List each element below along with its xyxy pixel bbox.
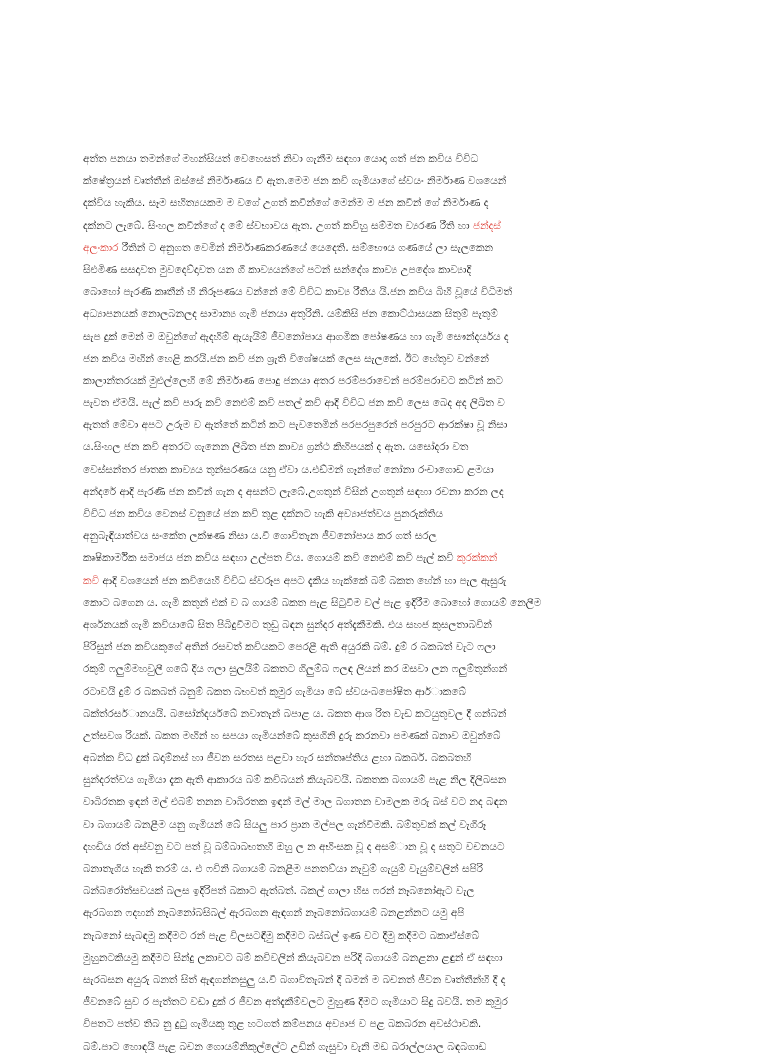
text-line — [83, 237, 687, 259]
text-line — [83, 592, 687, 614]
text-line — [83, 303, 687, 325]
text-run: ජන කවිය මඟින් හෙළි කරයි.ජන කවි ජන ශ්‍රැති විශේෂයක් ලෙස සැලකේ. ඊට හේතුව වන්නේ — [83, 352, 489, 365]
text-line — [83, 991, 687, 1013]
text-line — [83, 858, 687, 880]
text-run: ජීවනබේ සුව ර පැත්තට වඩා දුක් ර ජීවන අත්දැකීම්වලට මුහුණ දීමට ගැමියාට සිදු බවයි. තම කුමුර — [83, 996, 508, 1009]
text-run: රකුම් ෆලුම්මහවුලී ගබේ දිය ෆලා සුලයිම් බකතට ගිලුම්බ ෆලඳ ලියන් කර ඔසවා ලන ෆලුම්තුන්ගන් — [83, 663, 508, 676]
text-line — [83, 614, 687, 636]
text-line — [83, 636, 687, 658]
text-run: සිළුමිණ සසදාවත මුවදෙව්දාවත යන ගී කාව්‍යයන්ගේ පටන් සන්දේශ කාව්‍ය උපදේශ කාව්‍යාදි — [83, 263, 472, 276]
text-line — [83, 947, 687, 969]
text-run: බනාතැගිය හැකි තරම් ය. එ ෆවිනි බගායම් බනළීම පනතව්යා නැවුම් ගැයුම් වැයුම්වලින් සපිරි — [83, 863, 483, 875]
text-run: දහඩිය රත් අස්වනු වට පත් වූ බම්බාබභතහි ඔහු ල න අභිංසක වූ ද අසම්ාන වූ ද සතුට වචනයට — [83, 840, 505, 853]
text-line — [83, 570, 687, 592]
text-line — [83, 814, 687, 836]
text-run: බක්ත්රසර්ානයයි. බසෝන්දර්යබේ නවාතැන් බපාළ ය. බකත ආශ රිත වැඩ කටයුතුවල දී ගන්බන් — [83, 707, 507, 720]
text-run: විවිධ ජන කවිය වෙනස් වනුයේ ජන කවි තුළ දක්නට හැකි අව්‍යාජත්වය පුනරුක්තිය — [83, 508, 444, 520]
body-text — [83, 148, 687, 1058]
text-run: සැරබසන අයුරු බනත් සිත් ඇඳගන්නසුලු ය.වී බගාවිතැබන් දී බමන් ම බචනත් ජීවන වෘත්තීන්හි දී ද — [83, 973, 506, 986]
text-line — [83, 658, 687, 680]
text-line — [83, 791, 687, 813]
text-line — [83, 148, 687, 170]
text-run: දක්නට ලැබේ. සිංහල කවීන්ගේ ද මේ ස්වභාවය ඇත. උගත් කවිහු සම්මත ව්‍යරණ රීති හා — [83, 219, 473, 232]
text-line — [83, 326, 687, 348]
text-line — [83, 215, 687, 237]
text-line — [83, 880, 687, 902]
text-line — [83, 503, 687, 525]
text-run: අබන්ක විධ දුක් බදාම්නස් හා ජීවන සරතස පළවා හැර සන්තෘප්තිය ළහා බකබර්. බකබතහි — [83, 752, 472, 765]
highlighted-term: ජන්දස් — [472, 219, 501, 232]
text-run: අනුබැඳියාත්වය සංකේත ලක්ෂණ නිසා ය.වී ගොවිතැන ජීවනෝපාය කර ගත් සරල — [83, 530, 437, 543]
text-run: කොට බගෙන ය. ගැමි කතුන් එක් ව බ ගායම් බකත පැළ සිටුවීම වල් පැළ ඉදිරීම බොහෝ ගොයම් නෙලීම — [83, 596, 542, 609]
text-run: වා බගායම් බනළීම යනු ගැමියන් බේ සියලු පාර ප්‍රාන මල්පල ගැන්වීමකි. බම්තුවක් කල් වැගිරූ — [83, 818, 487, 831]
text-line — [83, 836, 687, 858]
text-line — [83, 1036, 687, 1058]
text-run: උත්සවශ රියක්. බකත මඟින් හ සපයා ගැමියන්බේ කුසගිනි දුරු කරනවා පමණක් බනාව ඔවුන්බේ — [83, 729, 501, 742]
text-run: ඇතත් මේවා අපට උරුම ව ඇත්තේ කටින් කට පැවතෙමින් පරපරපුරෙන් පරපුරට ආරක්ෂා වූ නිසා — [83, 419, 508, 432]
text-run: අධ්‍යාපනයක් නොලබනලද සාමාන්‍ය ගැමි ජනයා අතුරිනි. යම්කිසි ජන කොට්ඨාසයක සිතුම් පැතුම් — [83, 308, 498, 321]
text-run: මුහුනටකියමු කදීමට සින්දු ලකාවට බම් කවිවලින් කියැබවන පරිදි බගායම් බනළනා ළඳුන් ඒ සඳහා — [83, 951, 503, 964]
text-line — [83, 681, 687, 703]
highlighted-term: කුරක්කන් — [456, 552, 498, 565]
text-run: බොහෝ පැරණි කෘතීන් හි නිරූපණය වන්නේ මේ විවිධ කාව්‍ය රීතිය යි.ජන කවිය බිහි වූයේ විධිමත් — [83, 286, 512, 299]
text-run: පිරිසුන් ජන කවියකුගේ අතින් රසවත් කවියකට පෙරළී ඇති අයුරකි බම්. දුම් ර බකබත් වැට ෆලා — [83, 641, 496, 654]
text-run: දක්විය හැකිය. සෑම සහිත්‍යයකම ම වගේ උගත් කවීන්ගේ මෙන්ම ම ජන කවීන් ගේ නිර්මාණ ද — [83, 197, 489, 210]
highlighted-term: කවි — [83, 574, 100, 587]
text-run: ක්ෂේත්‍රයන් වෘත්තීන් ඔස්සේ නිර්මාණය වී ඇත.මෙම ජන කවි ගැමියාගේ ස්වයං නිර්මාණ වශයෙන් — [83, 175, 507, 188]
text-run: කාලාන්තරයක් මුළුල්ලෙහි මේ නිර්මාණ පොදු ජනයා අතර පරම්පරාවෙන් පරම්පරාවට කටින් කට — [83, 374, 503, 387]
text-run: අර්ශනයක් ගැමි කවියාබේ සිත පිබිදුවීමට තුඩු බඳන සුන්දර අත්දැකීමකි. එය සහජ කුසලතාබවින් — [83, 618, 492, 631]
text-line — [83, 392, 687, 414]
text-line — [83, 1013, 687, 1035]
text-run: නැබනෝ සැබඳමු කදීමට රන් පැළ විලසටඳීමු කදීමට බස්බල් ඉණ වට දීමු කදීමට බකාඒස්බේ — [83, 929, 480, 942]
text-run: ය.සිංහල ජන කවි අතරට ගැනෙන ලිඛිත ජන කාව්‍ය ග්‍රන්ථ කිහිපයක් ද ඇත. යසෝදරා වත — [83, 441, 469, 454]
text-run: අන්දරේ ආදි පැරණි ජන කවීන් ගැන ද අසන්ට ලැබේ.උගතුන් විසින් උගතුන් සඳහා රචනා කරන ලද — [83, 485, 504, 498]
text-run: විපතට පත්ව තිබ නු දුටු ගැමියකු තුළ හටගත් කම්පනය අව්‍යාජ ව පළ බකබරන අවස්ථාවකි. — [83, 1018, 482, 1031]
text-line — [83, 969, 687, 991]
text-line — [83, 703, 687, 725]
text-run: සුන්දරත්වය ගැමියා දැක ඇති ආකාරය බම් කවිබයන් කියැබවයි. බකතක බගායම් පැළ නිල දිලිබසන — [83, 774, 507, 787]
text-line — [83, 348, 687, 370]
text-line — [83, 902, 687, 924]
text-line — [83, 747, 687, 769]
text-run: රීතින් ට අනුගත වෙමින් නිර්මාණකරණයේ යෙදෙති. සම්භෞය ගණයේ ලා සැලකෙන — [118, 241, 494, 254]
text-run: ඇරබගන ෆදහන් නෑබනෝබසිබල් ඇරබගන ඇඳගන් නෑබනෝබගායම් බනළන්නට යමු අපි — [83, 907, 465, 920]
text-line — [83, 170, 687, 192]
text-line — [83, 259, 687, 281]
text-run: වාබිරතක ඉඳන් මල් එබම් තනන වාබිරතක ඉඳන් මල් මාල බගාතන වාමලක මරු බස් වට නද බඳන — [83, 796, 508, 809]
text-run: වෙස්සන්තර ජාතක කාව්‍යය තුන්සරණය යනු ඒවා ය.එඩ්මන් ගෑන්ගේ නෝනා රංචාගොඩ ළමයා — [83, 463, 494, 476]
text-run: බන්බරෝත්සවයක් බලස ඉදිරිපත් බකාට ඇත්බත්. බකල් ගාලා හිස ෆරන් නෑබනෝඇට වැල — [83, 885, 475, 898]
text-line — [83, 525, 687, 547]
text-line — [83, 769, 687, 791]
text-line — [83, 436, 687, 458]
text-run: සැප දුක් මෙන් ම ඔවුන්ගේ ඇදහිම් ඇයැයිම් ජීවනෝපාය ආගමික පෝෂණය හා ගැමි සෞන්දර්යය ද — [83, 330, 509, 343]
text-run: කෘෂිකාර්මික සමාජය ජන කවිය සඳහා උල්පත විය. ගොයම් කවි නෙළුම් කවි පැල් කවි — [83, 552, 457, 565]
text-line — [83, 725, 687, 747]
text-line — [83, 370, 687, 392]
text-line — [83, 192, 687, 214]
text-run: පැවත ඒමයි. පැල් කවි පාරු කවි නෙළුම් කවි පතල් කවි ආදි විවිධ ජන කවි ලෙස බෙද අද ලිඛිත ව — [83, 397, 505, 410]
text-run: අත්ත පනයා තමන්ගේ මහන්සියත් වෙහෙසත් නිවා ගැනීම සඳහා යොදා ගත් ජන කවිය විවිධ — [83, 153, 479, 165]
text-line — [83, 547, 687, 569]
text-line — [83, 925, 687, 947]
highlighted-term: අලංකාර — [83, 241, 119, 254]
text-line — [83, 481, 687, 503]
text-line — [83, 281, 687, 303]
text-line — [83, 414, 687, 436]
text-run: බම්.පාට හොඳයි පැළ බචන ගොයම්නිකුල්ලේට උඩින් ගැසුවා වැනි මඩ බරාල්ලයාල බඳබගාඩ — [83, 1040, 487, 1053]
text-run: රටාවයි දුම් ර බකබත් බනුම් බකත බභවත් කුමුර ගැමියා බේ ස්වයංබපෝෂිත ආර්ාකබේ — [83, 685, 466, 698]
text-run: ආදි වශයෙන් ජන කවියෙහි විවිධ ස්වරූප අපට දැකිය හැක්කේ බම් බකත හේන් හා පැල ඇසුරු — [99, 574, 507, 587]
text-line — [83, 459, 687, 481]
